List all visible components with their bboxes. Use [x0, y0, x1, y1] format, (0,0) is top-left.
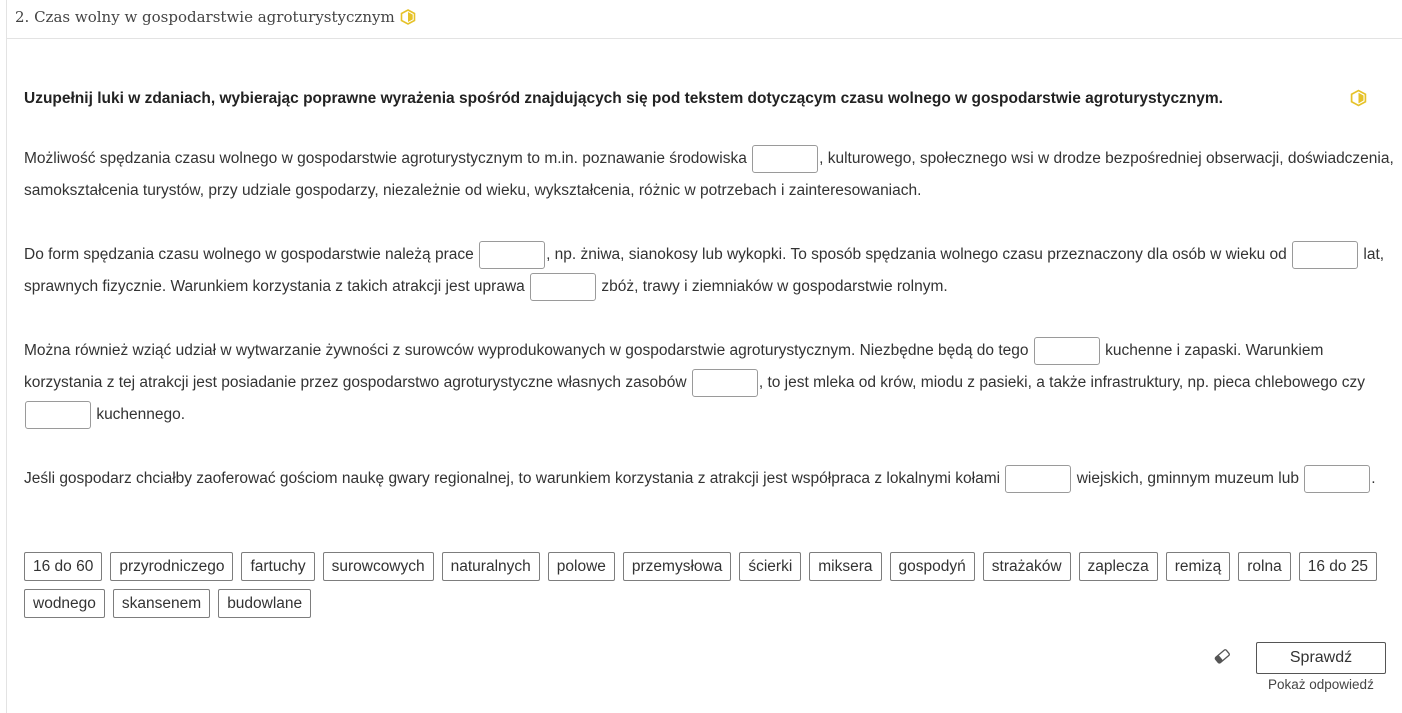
paragraph-text: Do form spędzania czasu wolnego w gospodarstwie należą prace — [24, 246, 474, 263]
gap-6[interactable] — [692, 369, 758, 397]
page-header — [6, 0, 1402, 39]
word-chip[interactable]: naturalnych — [442, 552, 540, 581]
word-bank — [24, 552, 1384, 618]
word-chip[interactable]: zaplecza — [1079, 552, 1158, 581]
word-chip[interactable]: remizą — [1166, 552, 1231, 581]
paragraph-text: kuchenne i zapaski. Warunkiem korzystania z tej atrakcji jest posiadanie przez gospodarstwo agroturystyczne własnych zasobów — [24, 342, 1324, 391]
word-chip[interactable]: surowcowych — [323, 552, 434, 581]
paragraph-text: Można również wziąć udział w wytwarzanie żywności z surowców wyprodukowanych w gospodarstwie agroturystycznym. Niezbędne będą do tego — [24, 342, 1029, 359]
word-chip[interactable]: przemysłowa — [623, 552, 731, 581]
word-chip[interactable]: budowlane — [218, 589, 311, 618]
paragraph-3 — [24, 335, 1394, 431]
content-divider — [6, 39, 7, 713]
paragraph-text: , to jest mleka od krów, miodu z pasieki, a także infrastruktury, np. pieca chlebowego czy — [758, 374, 1366, 391]
word-chip[interactable]: 16 do 60 — [24, 552, 102, 581]
hexagon-level-icon — [1350, 89, 1367, 107]
paragraph-text: kuchennego. — [96, 406, 186, 423]
word-chip[interactable]: miksera — [809, 552, 881, 581]
paragraph-text: wiejskich, gminnym muzeum lub — [1076, 470, 1299, 487]
paragraph-text: , kulturowego, społecznego wsi w drodze bezpośredniej obserwacji, doświadczenia, samokształcenia turystów, przy udziale gospodarzy, niezależnie od wieku, wykształcenia, różnic w potrzebach i zainteresowaniach. — [24, 150, 1394, 199]
gap-3[interactable] — [1292, 241, 1358, 269]
hexagon-level-icon — [400, 9, 416, 25]
paragraph-1 — [24, 143, 1394, 207]
paragraph-text: lat, sprawnych fizycznie. Warunkiem korzystania z takich atrakcji jest uprawa — [24, 246, 1385, 295]
word-chip[interactable]: polowe — [548, 552, 615, 581]
exercise-instruction: Uzupełnij luki w zdaniach, wybierając poprawne wyrażenia spośród znajdujących się pod tekstem dotyczącym czasu wolnego w gospodarstwie agroturystycznym. — [24, 90, 1223, 107]
word-chip[interactable]: strażaków — [983, 552, 1071, 581]
check-button[interactable]: Sprawdź — [1256, 642, 1386, 674]
word-chip[interactable]: skansenem — [113, 589, 210, 618]
gap-9[interactable] — [1304, 465, 1370, 493]
paragraph-4 — [24, 463, 1394, 495]
gap-7[interactable] — [25, 401, 91, 429]
show-answer-link[interactable]: Pokaż odpowiedź — [1268, 677, 1374, 692]
page-title-text: 2. Czas wolny w gospodarstwie agroturystycznym — [15, 8, 395, 26]
page-title — [15, 8, 416, 26]
paragraph-text: Możliwość spędzania czasu wolnego w gospodarstwie agroturystycznym to m.in. poznawanie środowiska — [24, 150, 747, 167]
paragraph-text: , np. żniwa, sianokosy lub wykopki. To sposób spędzania wolnego czasu przeznaczony dla osób w wieku od — [546, 246, 1287, 263]
word-chip[interactable]: ścierki — [739, 552, 801, 581]
paragraph-2 — [24, 239, 1394, 303]
word-chip[interactable]: wodnego — [24, 589, 105, 618]
eraser-icon[interactable] — [1213, 647, 1231, 665]
gap-8[interactable] — [1005, 465, 1071, 493]
gap-4[interactable] — [530, 273, 596, 301]
paragraph-text: zbóż, trawy i ziemniaków w gospodarstwie rolnym. — [601, 278, 948, 295]
word-chip[interactable]: gospodyń — [890, 552, 975, 581]
gap-5[interactable] — [1034, 337, 1100, 365]
gap-1[interactable] — [752, 145, 818, 173]
word-chip[interactable]: 16 do 25 — [1299, 552, 1377, 581]
word-chip[interactable]: fartuchy — [241, 552, 314, 581]
word-chip[interactable]: rolna — [1238, 552, 1290, 581]
paragraph-text: . — [1371, 470, 1376, 487]
gap-2[interactable] — [479, 241, 545, 269]
word-chip[interactable]: przyrodniczego — [110, 552, 233, 581]
paragraph-text: Jeśli gospodarz chciałby zaoferować gościom naukę gwary regionalnej, to warunkiem korzystania z atrakcji jest współpraca z lokalnymi kołami — [24, 470, 1001, 487]
